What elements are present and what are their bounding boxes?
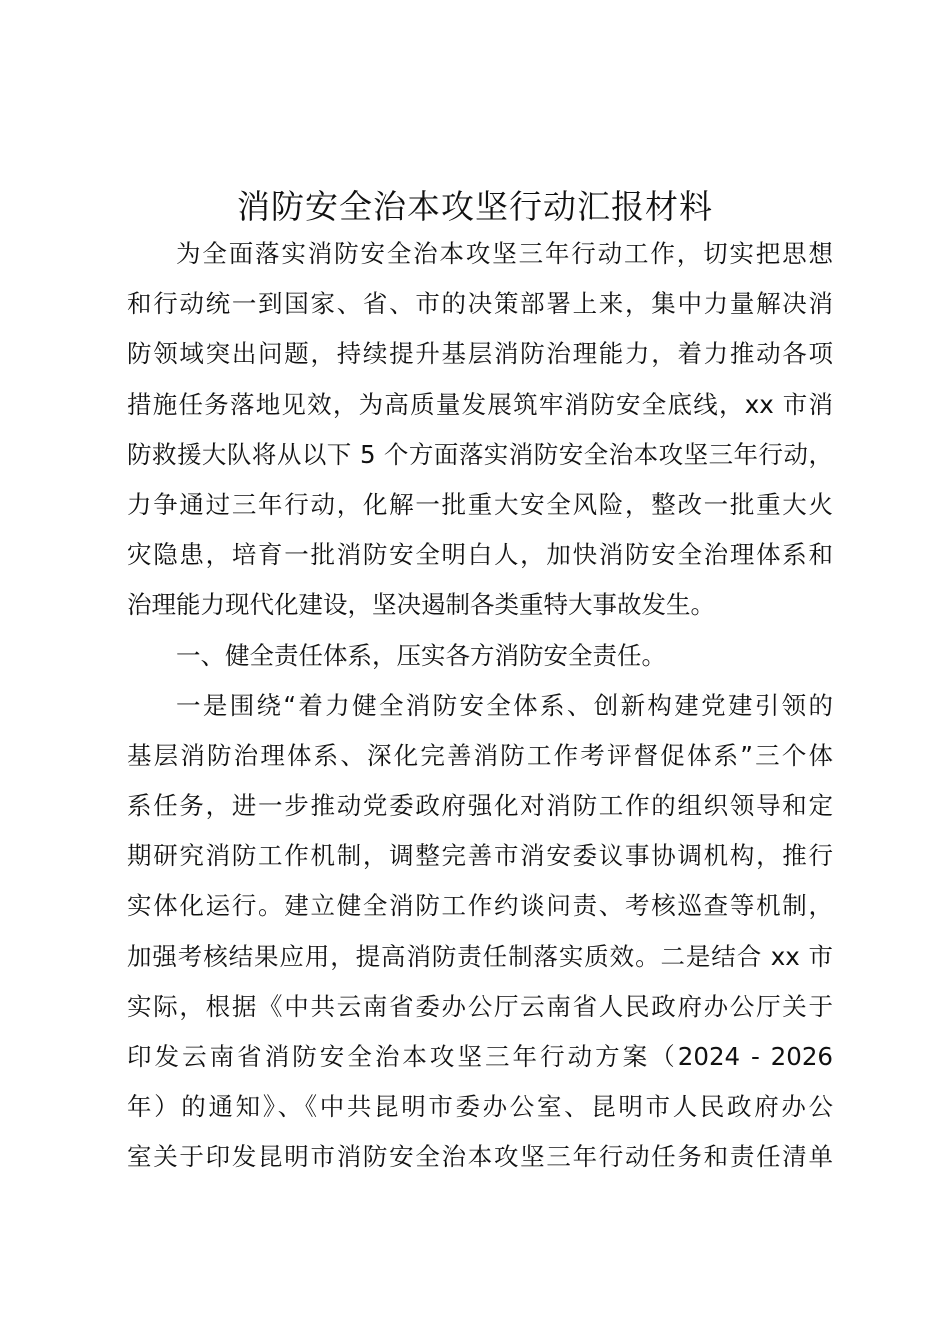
paragraph-line: 防领域突出问题，持续提升基层消防治理能力，着力推动各项 [127, 339, 833, 369]
paragraph-line: 为全面落实消防安全治本攻坚三年行动工作，切实把思想 [176, 239, 833, 268]
paragraph-line: 一是围绕“着力健全消防安全体系、创新构建党建引领的 [176, 690, 833, 720]
paragraph-line: 实体化运行。建立健全消防工作约谈问责、考核巡查等机制， [127, 891, 833, 921]
paragraph-line: 实际，根据《中共云南省委办公厅云南省人民政府办公厅关于 [127, 991, 833, 1021]
paragraph-line: 加强考核结果应用，提高消防责任制落实质效。二是结合 xx 市 [127, 941, 833, 971]
paragraph-line: 基层消防治理体系、深化完善消防工作考评督促体系”三个体 [127, 740, 833, 770]
paragraph-line: 措施任务落地见效，为高质量发展筑牢消防安全底线，xx 市消 [127, 389, 833, 419]
paragraph-line: 印发云南省消防安全治本攻坚三年行动方案（2024 - 2026 [127, 1042, 833, 1071]
paragraph-line: 灾隐患，培育一批消防安全明白人，加快消防安全治理体系和 [127, 540, 833, 570]
paragraph-line: 和行动统一到国家、省、市的决策部署上来，集中力量解决消 [127, 289, 833, 319]
paragraph-line: 室关于印发昆明市消防安全治本攻坚三年行动任务和责任清单 [127, 1142, 833, 1172]
document-body [127, 229, 833, 1183]
paragraph-line: 力争通过三年行动，化解一批重大安全风险，整改一批重大火 [127, 489, 833, 519]
paragraph-line: 系任务，进一步推动党委政府强化对消防工作的组织领导和定 [127, 791, 833, 821]
paragraph-line: 治理能力现代化建设，坚决遏制各类重特大事故发生。 [127, 590, 715, 620]
section-heading: 一、健全责任体系，压实各方消防安全责任。 [176, 640, 666, 670]
paragraph-line: 年）的通知》、《中共昆明市委办公室、昆明市人民政府办公 [127, 1092, 833, 1122]
paragraph-line: 防救援大队将从以下 5 个方面落实消防安全治本攻坚三年行动， [127, 439, 833, 469]
document-title: 消防安全治本攻坚行动汇报材料 [237, 187, 713, 226]
paragraph-line: 期研究消防工作机制，调整完善市消安委议事协调机构，推行 [127, 841, 833, 871]
